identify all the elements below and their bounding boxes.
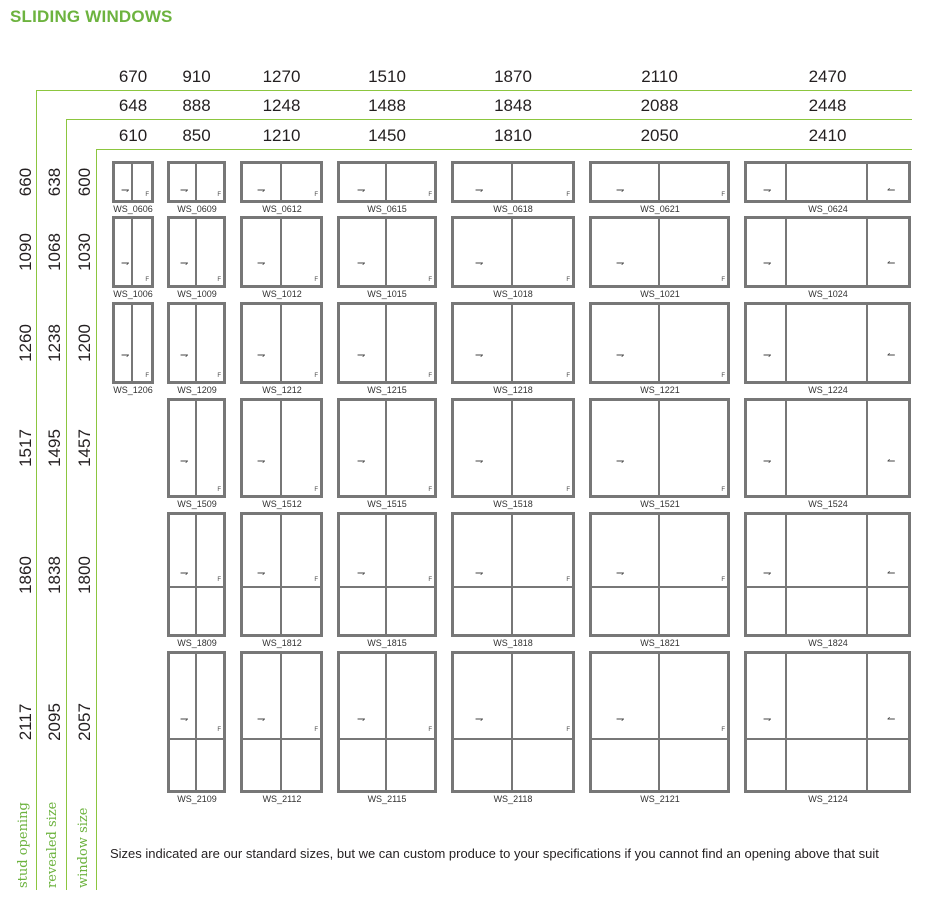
fixed-mark-icon: F [314, 577, 318, 583]
row-label-revealed_size: 638 [45, 167, 64, 197]
col-label-window_size: 2050 [640, 126, 679, 145]
fixed-mark-icon: F [721, 487, 725, 493]
slide-arrow-icon: ⇁ [616, 714, 625, 725]
window-cell[interactable] [744, 651, 911, 793]
slide-arrow-icon: ⇁ [763, 456, 772, 467]
pane-divider [340, 219, 387, 285]
window-cell[interactable] [451, 651, 575, 793]
col-label-stud_opening: 1870 [494, 67, 532, 86]
fixed-mark-icon: F [145, 373, 149, 379]
fixed-mark-icon: F [314, 277, 318, 283]
slide-arrow-icon: ⇁ [763, 568, 772, 579]
window-cell[interactable] [451, 302, 575, 384]
window-code: WS_1209 [177, 385, 217, 395]
row-label-revealed_size: 2095 [45, 703, 64, 741]
pane-divider [454, 654, 513, 790]
fixed-mark-icon: F [566, 192, 570, 198]
window-code: WS_1006 [113, 289, 153, 299]
slide-arrow-icon: ⇁ [257, 258, 266, 269]
window-cell[interactable] [112, 161, 154, 203]
pane-divider [592, 164, 660, 200]
transom-bar [243, 586, 320, 588]
slide-arrow-icon: ↼ [887, 714, 896, 725]
window-cell[interactable] [337, 161, 437, 203]
pane-divider [747, 401, 787, 495]
transom-bar [747, 738, 908, 740]
fixed-mark-icon: F [314, 487, 318, 493]
fixed-mark-icon: F [314, 192, 318, 198]
window-code: WS_1206 [113, 385, 153, 395]
fixed-mark-icon: F [428, 487, 432, 493]
window-cell[interactable] [337, 302, 437, 384]
window-code: WS_2124 [808, 794, 848, 804]
window-code: WS_1012 [262, 289, 302, 299]
pane-divider [454, 305, 513, 381]
pane-divider [454, 164, 513, 200]
slide-arrow-icon: ⇁ [180, 350, 189, 361]
window-size-label: window size [76, 807, 91, 888]
col-label-window_size: 1210 [262, 126, 301, 145]
window-cell[interactable] [589, 216, 730, 288]
col-label-window_size: 850 [182, 126, 211, 145]
row-label-window_size: 1457 [75, 429, 94, 467]
col-label-stud_opening: 1270 [262, 67, 301, 86]
window-code: WS_1212 [262, 385, 302, 395]
slide-arrow-icon: ⇁ [357, 185, 366, 196]
pane-divider [454, 219, 513, 285]
transom-bar [170, 738, 223, 740]
slide-arrow-icon: ↼ [887, 258, 896, 269]
slide-arrow-icon: ⇁ [763, 185, 772, 196]
window-code: WS_1024 [808, 289, 848, 299]
col-label-revealed_size: 1488 [368, 96, 406, 115]
window-cell[interactable] [240, 302, 323, 384]
fixed-mark-icon: F [314, 373, 318, 379]
slide-arrow-icon: ⇁ [257, 456, 266, 467]
window-code: WS_1824 [808, 638, 848, 648]
col-label-revealed_size: 888 [182, 96, 211, 115]
footnote: Sizes indicated are our standard sizes, but we can custom produce to your specifications if you cannot find an opening above that suit [110, 846, 879, 861]
slide-arrow-icon: ⇁ [475, 350, 484, 361]
revealed-size-label: revealed size [45, 801, 60, 888]
col-label-stud_opening: 1510 [368, 67, 406, 86]
col-label-window_size: 1810 [494, 126, 532, 145]
window-code: WS_1515 [367, 499, 407, 509]
pane-divider [592, 515, 660, 634]
pane-divider [787, 515, 868, 634]
pane-divider [115, 305, 133, 381]
fixed-mark-icon: F [566, 277, 570, 283]
window-cell[interactable] [451, 398, 575, 498]
col-label-revealed_size: 1248 [262, 96, 301, 115]
pane-divider [592, 401, 660, 495]
window-cell[interactable] [744, 398, 911, 498]
window-code: WS_2115 [367, 794, 407, 804]
transom-bar [340, 738, 434, 740]
slide-arrow-icon: ↼ [887, 350, 896, 361]
window-cell[interactable] [337, 216, 437, 288]
pane-divider [243, 305, 282, 381]
row-label-window_size: 2057 [75, 703, 94, 741]
slide-arrow-icon: ⇁ [257, 568, 266, 579]
slide-arrow-icon: ⇁ [180, 568, 189, 579]
slide-arrow-icon: ⇁ [180, 185, 189, 196]
row-label-revealed_size: 1838 [45, 555, 64, 594]
window-cell[interactable] [167, 512, 226, 637]
col-label-revealed_size: 2088 [640, 96, 679, 115]
window-code: WS_1215 [367, 385, 407, 395]
window-code: WS_2121 [640, 794, 680, 804]
row-label-window_size: 1030 [75, 233, 94, 271]
pane-divider [243, 219, 282, 285]
window-cell[interactable] [744, 302, 911, 384]
slide-arrow-icon: ⇁ [357, 258, 366, 269]
slide-arrow-icon: ⇁ [180, 456, 189, 467]
row-label-stud_opening: 1260 [16, 324, 35, 362]
fixed-mark-icon: F [721, 727, 725, 733]
pane-divider [115, 219, 133, 285]
row-label-stud_opening: 660 [16, 167, 35, 197]
col-label-revealed_size: 1848 [494, 96, 532, 115]
window-cell[interactable] [112, 302, 154, 384]
window-code: WS_1524 [808, 499, 848, 509]
pane-divider [787, 219, 868, 285]
fixed-mark-icon: F [217, 192, 221, 198]
row-label-stud_opening: 1517 [16, 429, 35, 467]
pane-divider [340, 401, 387, 495]
col-label-stud_opening: 2470 [808, 67, 847, 86]
pane-divider [170, 219, 197, 285]
slide-arrow-icon: ⇁ [121, 185, 130, 196]
window-cell[interactable] [589, 651, 730, 793]
fixed-mark-icon: F [217, 577, 221, 583]
fixed-mark-icon: F [217, 727, 221, 733]
window-code: WS_0624 [808, 204, 848, 214]
slide-arrow-icon: ⇁ [357, 714, 366, 725]
slide-arrow-icon: ⇁ [257, 714, 266, 725]
row-label-revealed_size: 1495 [45, 429, 64, 467]
fixed-mark-icon: F [721, 192, 725, 198]
stud-guide-vertical [36, 90, 37, 890]
revealed-guide-vertical [66, 119, 67, 890]
pane-divider [170, 401, 197, 495]
page-title: SLIDING WINDOWS [10, 7, 173, 26]
transom-bar [747, 586, 908, 588]
fixed-mark-icon: F [428, 577, 432, 583]
row-label-window_size: 1200 [75, 324, 94, 362]
window-cell[interactable] [451, 216, 575, 288]
window-cell[interactable] [240, 216, 323, 288]
stud-guide-horizontal [36, 90, 912, 91]
slide-arrow-icon: ↼ [887, 568, 896, 579]
window-cell[interactable] [451, 512, 575, 637]
slide-arrow-icon: ⇁ [763, 350, 772, 361]
transom-bar [592, 586, 727, 588]
pane-divider [243, 401, 282, 495]
window-cell[interactable] [240, 398, 323, 498]
window-code: WS_1812 [262, 638, 302, 648]
slide-arrow-icon: ↼ [887, 185, 896, 196]
fixed-mark-icon: F [566, 373, 570, 379]
slide-arrow-icon: ⇁ [121, 258, 130, 269]
fixed-mark-icon: F [721, 577, 725, 583]
fixed-mark-icon: F [721, 277, 725, 283]
pane-divider [592, 219, 660, 285]
row-label-revealed_size: 1068 [45, 233, 64, 271]
window-code: WS_1815 [367, 638, 407, 648]
slide-arrow-icon: ⇁ [257, 350, 266, 361]
slide-arrow-icon: ⇁ [121, 350, 130, 361]
fixed-mark-icon: F [314, 727, 318, 733]
slide-arrow-icon: ⇁ [616, 568, 625, 579]
slide-arrow-icon: ⇁ [616, 350, 625, 361]
pane-divider [454, 515, 513, 634]
slide-arrow-icon: ⇁ [180, 258, 189, 269]
fixed-mark-icon: F [145, 192, 149, 198]
window-code: WS_2109 [177, 794, 217, 804]
col-label-window_size: 610 [118, 126, 148, 145]
fixed-mark-icon: F [721, 373, 725, 379]
fixed-mark-icon: F [428, 192, 432, 198]
window-cell[interactable] [167, 398, 226, 498]
window-cell[interactable] [337, 651, 437, 793]
fixed-mark-icon: F [217, 373, 221, 379]
col-label-stud_opening: 910 [182, 67, 211, 86]
pane-divider [787, 164, 868, 200]
fixed-mark-icon: F [428, 727, 432, 733]
window-guide-vertical [96, 149, 97, 890]
transom-bar [340, 586, 434, 588]
window-code: WS_1018 [493, 289, 533, 299]
window-cell[interactable] [167, 161, 226, 203]
slide-arrow-icon: ⇁ [357, 568, 366, 579]
pane-divider [592, 305, 660, 381]
fixed-mark-icon: F [428, 373, 432, 379]
window-cell[interactable] [337, 398, 437, 498]
slide-arrow-icon: ⇁ [475, 714, 484, 725]
window-cell[interactable] [744, 216, 911, 288]
slide-arrow-icon: ↼ [887, 456, 896, 467]
pane-divider [454, 401, 513, 495]
slide-arrow-icon: ⇁ [616, 185, 625, 196]
window-code: WS_1518 [493, 499, 533, 509]
window-code: WS_1521 [640, 499, 680, 509]
window-cell[interactable] [240, 512, 323, 637]
slide-arrow-icon: ⇁ [475, 568, 484, 579]
window-code: WS_0609 [177, 204, 217, 214]
window-cell[interactable] [167, 216, 226, 288]
row-label-stud_opening: 1860 [16, 555, 35, 594]
slide-arrow-icon: ⇁ [257, 185, 266, 196]
window-cell[interactable] [451, 161, 575, 203]
window-cell[interactable] [589, 398, 730, 498]
transom-bar [454, 738, 572, 740]
row-label-stud_opening: 1090 [16, 233, 35, 271]
slide-arrow-icon: ⇁ [357, 456, 366, 467]
window-code: WS_0615 [367, 204, 407, 214]
window-cell[interactable] [167, 651, 226, 793]
window-cell[interactable] [589, 302, 730, 384]
row-label-revealed_size: 1238 [45, 324, 64, 362]
window-code: WS_1021 [640, 289, 680, 299]
col-label-stud_opening: 670 [118, 67, 148, 86]
window-code: WS_1009 [177, 289, 217, 299]
pane-divider [787, 305, 868, 381]
row-label-window_size: 600 [75, 167, 94, 197]
window-code: WS_1821 [640, 638, 680, 648]
window-cell[interactable] [744, 512, 911, 637]
fixed-mark-icon: F [566, 727, 570, 733]
slide-arrow-icon: ⇁ [180, 714, 189, 725]
slide-arrow-icon: ⇁ [763, 258, 772, 269]
window-code: WS_0618 [493, 204, 533, 214]
col-label-window_size: 1450 [368, 126, 406, 145]
fixed-mark-icon: F [566, 577, 570, 583]
pane-divider [787, 401, 868, 495]
window-code: WS_2118 [493, 794, 533, 804]
transom-bar [592, 738, 727, 740]
window-code: WS_1809 [177, 638, 217, 648]
transom-bar [170, 586, 223, 588]
row-label-window_size: 1800 [75, 555, 94, 594]
slide-arrow-icon: ⇁ [763, 714, 772, 725]
transom-bar [243, 738, 320, 740]
col-label-revealed_size: 648 [118, 96, 148, 115]
window-cell[interactable] [744, 161, 911, 203]
window-code: WS_0621 [640, 204, 680, 214]
fixed-mark-icon: F [566, 487, 570, 493]
window-code: WS_1224 [808, 385, 848, 395]
window-code: WS_1509 [177, 499, 217, 509]
slide-arrow-icon: ⇁ [475, 258, 484, 269]
col-label-window_size: 2410 [808, 126, 847, 145]
slide-arrow-icon: ⇁ [475, 185, 484, 196]
window-cell[interactable] [240, 651, 323, 793]
col-label-stud_opening: 2110 [641, 67, 678, 86]
pane-divider [747, 305, 787, 381]
window-cell[interactable] [240, 161, 323, 203]
pane-divider [170, 305, 197, 381]
window-guide-horizontal [96, 149, 912, 150]
window-code: WS_2112 [262, 794, 302, 804]
window-cell[interactable] [337, 512, 437, 637]
pane-divider [787, 654, 868, 790]
window-cell[interactable] [589, 161, 730, 203]
window-code: WS_0612 [262, 204, 302, 214]
stud-opening-label: stud opening [16, 802, 31, 888]
pane-divider [592, 654, 660, 790]
window-code: WS_1221 [640, 385, 680, 395]
window-code: WS_1818 [493, 638, 533, 648]
window-cell[interactable] [589, 512, 730, 637]
row-label-stud_opening: 2117 [16, 703, 35, 741]
fixed-mark-icon: F [428, 277, 432, 283]
slide-arrow-icon: ⇁ [616, 456, 625, 467]
fixed-mark-icon: F [217, 487, 221, 493]
window-code: WS_1015 [367, 289, 407, 299]
slide-arrow-icon: ⇁ [357, 350, 366, 361]
window-code: WS_0606 [113, 204, 153, 214]
pane-divider [747, 219, 787, 285]
window-cell[interactable] [112, 216, 154, 288]
revealed-guide-horizontal [66, 119, 912, 120]
transom-bar [454, 586, 572, 588]
slide-arrow-icon: ⇁ [616, 258, 625, 269]
window-cell[interactable] [167, 302, 226, 384]
pane-divider [340, 305, 387, 381]
window-code: WS_1218 [493, 385, 533, 395]
fixed-mark-icon: F [217, 277, 221, 283]
col-label-revealed_size: 2448 [808, 96, 847, 115]
window-code: WS_1512 [262, 499, 302, 509]
fixed-mark-icon: F [145, 277, 149, 283]
slide-arrow-icon: ⇁ [475, 456, 484, 467]
